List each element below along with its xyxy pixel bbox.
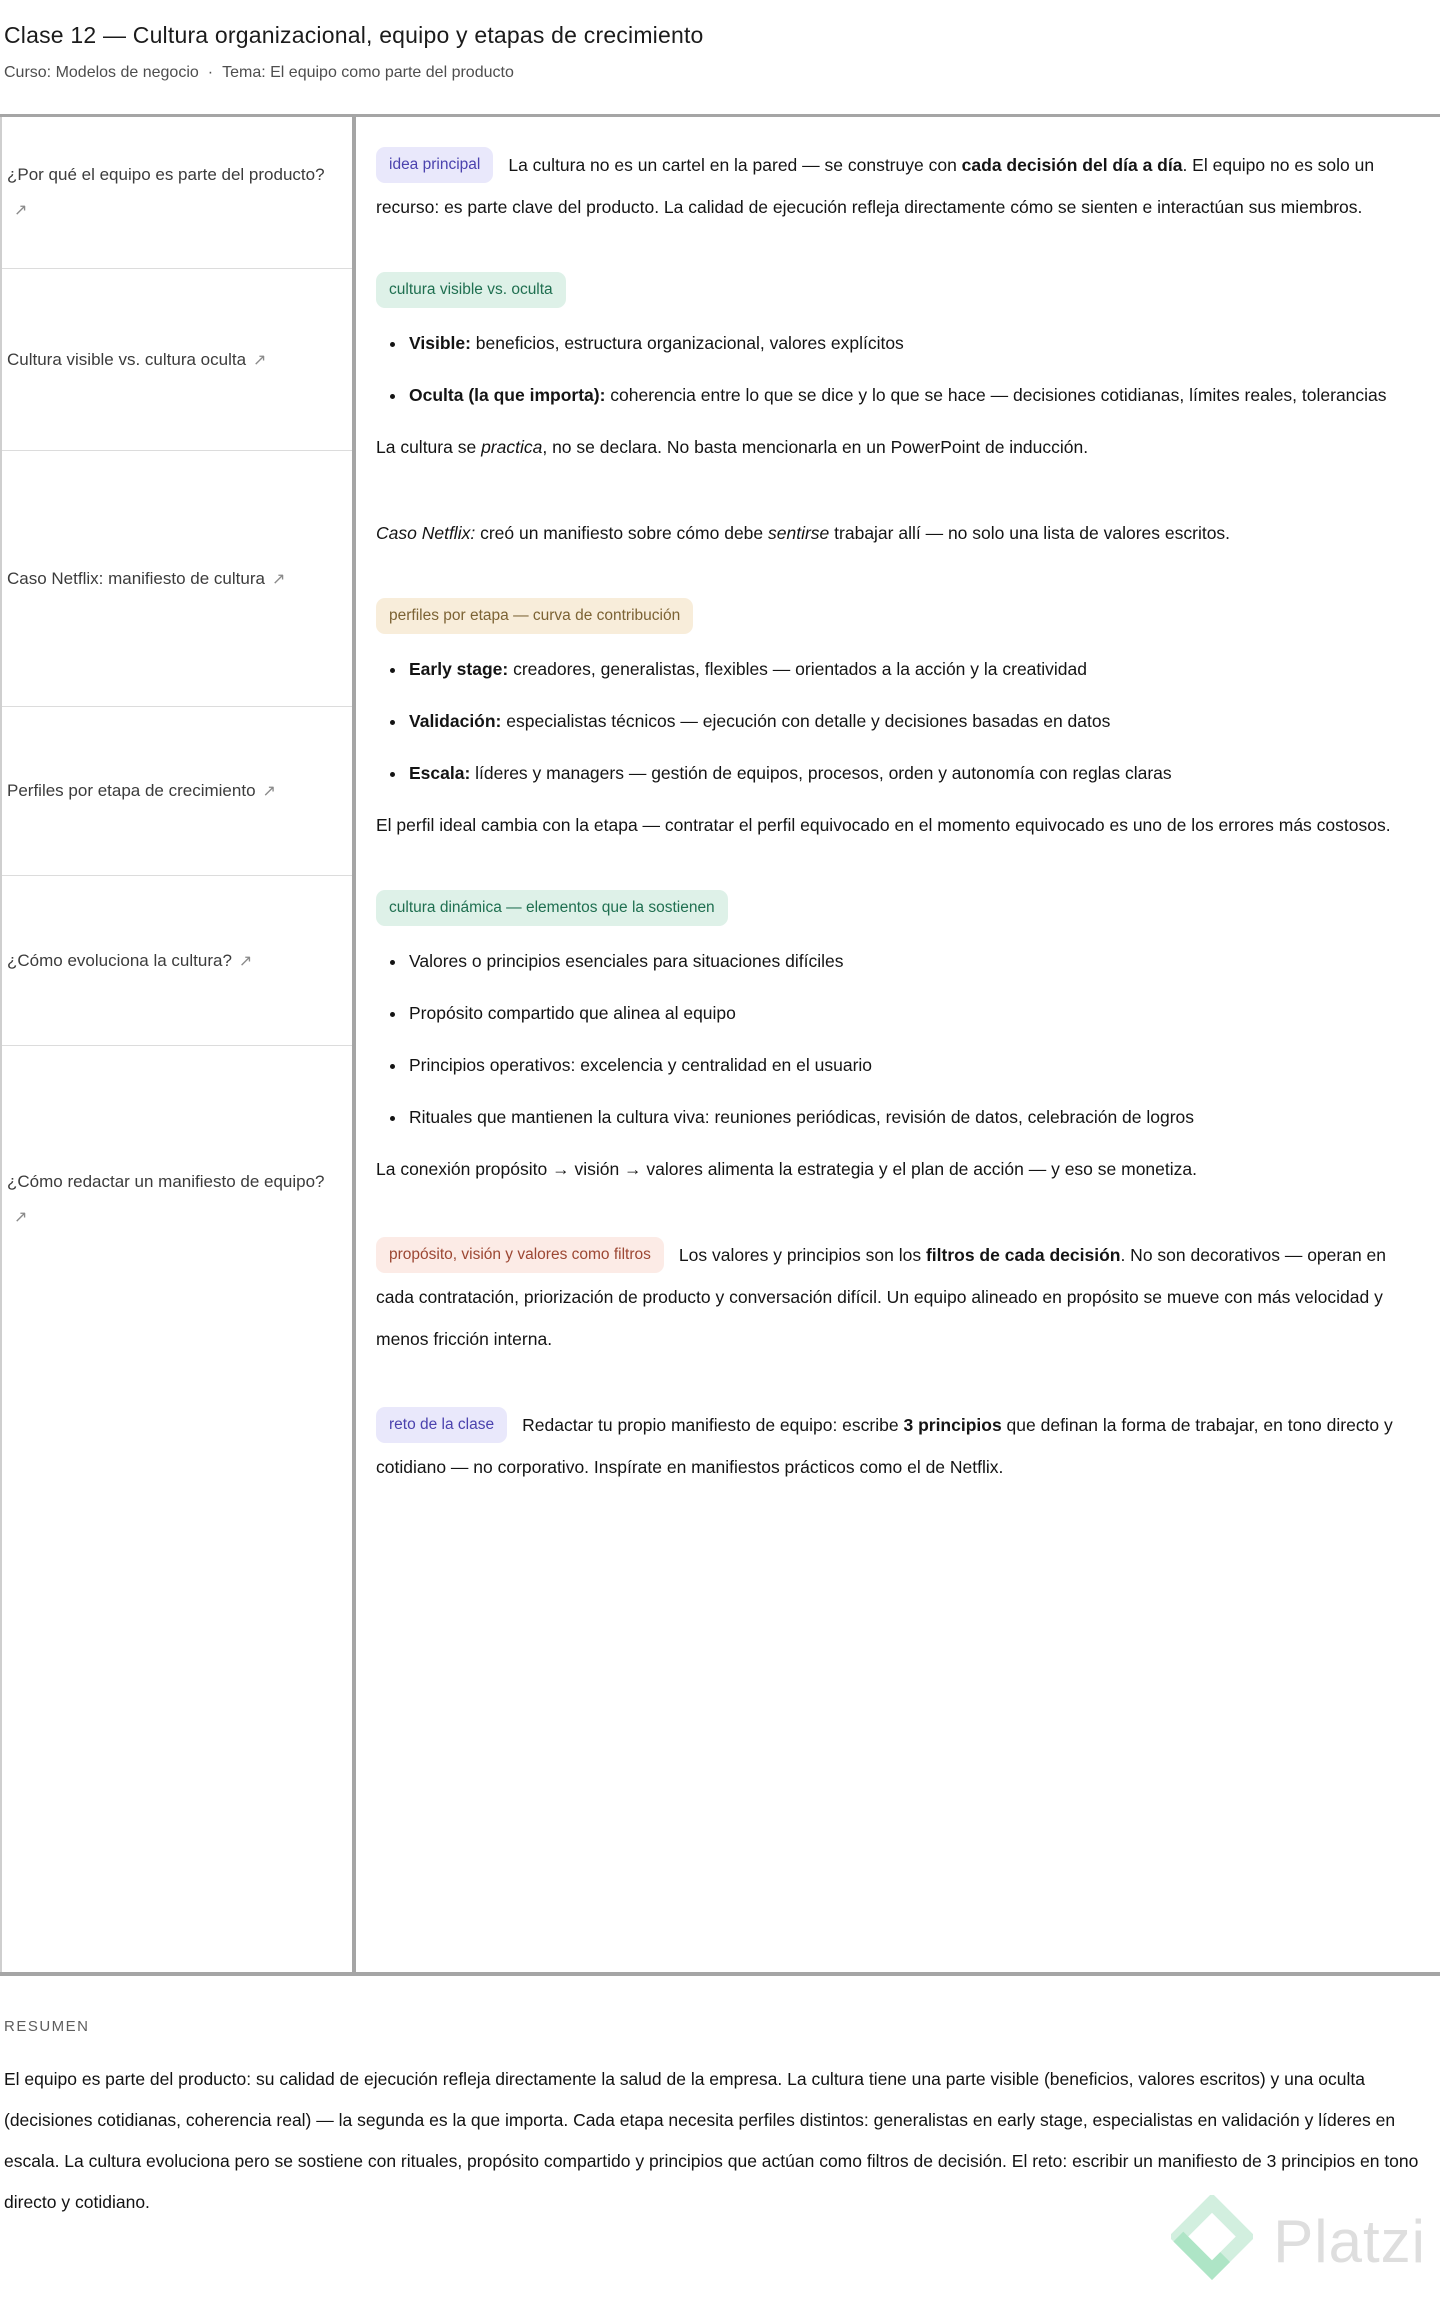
italic-text: sentirse	[768, 523, 830, 543]
text: Principios operativos: excelencia y centralidad en el usuario	[409, 1055, 873, 1075]
bullet-item	[407, 374, 1412, 416]
section-note	[376, 426, 1412, 468]
platzi-wordmark: Platzi	[1273, 2208, 1426, 2275]
section-note	[376, 804, 1412, 846]
text: Valores o principios esenciales para situaciones difíciles	[409, 951, 844, 971]
text: beneficios, estructura organizacional, valores explícitos	[470, 333, 904, 353]
sidebar-item[interactable]	[2, 876, 352, 1046]
content-section	[376, 272, 1412, 468]
logo-fold	[1179, 2237, 1226, 2271]
content-section	[376, 890, 1412, 1190]
italic-text: Caso Netflix:	[376, 523, 476, 543]
text: líderes y managers — gestión de equipos, procesos, orden y autonomía con reglas claras	[470, 763, 1172, 783]
bullet-list	[376, 648, 1412, 794]
external-link-arrow-icon: ↗	[238, 952, 253, 970]
sidebar	[0, 117, 352, 1972]
text: Redactar tu propio manifiesto de equipo: escribe	[522, 1415, 904, 1435]
tag-badge: propósito, visión y valores como filtros	[376, 1237, 664, 1273]
tag-badge: cultura dinámica — elementos que la sostienen	[376, 890, 728, 926]
sidebar-item[interactable]	[2, 1046, 352, 1972]
external-link-arrow-icon: ↗	[253, 351, 267, 369]
main-content	[356, 117, 1440, 1972]
external-link-arrow-icon: ↗	[14, 1209, 28, 1226]
bullet-item	[407, 322, 1412, 364]
paragraph	[376, 144, 1412, 228]
tag-badge: perfiles por etapa — curva de contribución	[376, 598, 693, 634]
text: coherencia entre lo que se dice y lo que se hace — decisiones cotidianas, límites reales, tolerancias	[605, 385, 1387, 405]
bullet-item	[407, 992, 1412, 1034]
bullet-item	[407, 700, 1412, 742]
text: que definan la forma de trabajar, en tono directo y cotidiano — no corporativo. Inspírate en manifiestos prácticos como el de Netflix.	[376, 1415, 1393, 1477]
sidebar-item-label: ¿Cómo evoluciona la cultura? ↗	[7, 950, 253, 970]
tag-badge: idea principal	[376, 147, 493, 183]
sidebar-item-label: Cultura visible vs. cultura oculta ↗	[7, 349, 267, 369]
text: especialistas técnicos — ejecución con detalle y decisiones basadas en datos	[501, 711, 1111, 731]
text: creó un manifiesto sobre cómo debe	[475, 523, 769, 543]
italic-text: practica	[481, 437, 543, 457]
text: La cultura se	[376, 437, 482, 457]
text: La conexión propósito → visión → valores alimenta la estrategia y el plan de acción — y eso se monetiza.	[376, 1159, 1197, 1179]
bullet-item	[407, 648, 1412, 690]
text: , no se declara. No basta mencionarla en un PowerPoint de inducción.	[542, 437, 1089, 457]
bold-text: Visible:	[409, 333, 471, 353]
text: Propósito compartido que alinea al equipo	[409, 1003, 736, 1023]
text: El perfil ideal cambia con la etapa — contratar el perfil equivocado en el momento equivocado es uno de los errores más costosos.	[376, 815, 1391, 835]
breadcrumb	[4, 64, 1420, 82]
page-header	[0, 0, 1440, 114]
sidebar-item[interactable]	[2, 269, 352, 451]
summary-text: El equipo es parte del producto: su calidad de ejecución refleja directamente la salud de la empresa. La cultura tiene una parte visible (beneficios, valores escritos) y una oculta (decisiones cotidianas, coherencia real) — la segunda es la que importa. Cada etapa necesita perfiles distintos: generalistas en early stage, especialistas en validación y líderes en escala. La cultura evoluciona pero se sostiene con rituales, propósito compartido y principios que actúan como filtros de decisión. El reto: escribir un manifiesto de 3 principios en tono directo y cotidiano.	[4, 2069, 1419, 2212]
paragraph	[376, 1234, 1412, 1360]
sidebar-item[interactable]	[2, 707, 352, 876]
bold-text: Oculta (la que importa):	[409, 385, 606, 405]
text: Rituales que mantienen la cultura viva: reuniones periódicas, revisión de datos, celebración de logros	[409, 1107, 1195, 1127]
text: . No son decorativos — operan en cada contratación, priorización de producto y conversación difícil. Un equipo alineado en propósito se mueve con más velocidad y menos fricción interna.	[376, 1245, 1387, 1349]
paragraph	[376, 1404, 1412, 1488]
sidebar-item-label: ¿Por qué el equipo es parte del producto?↗	[7, 165, 325, 219]
content-layout	[0, 117, 1440, 1976]
tag-badge: cultura visible vs. oculta	[376, 272, 566, 308]
bold-text: filtros de cada decisión	[925, 1245, 1121, 1265]
bold-text: Escala:	[409, 763, 471, 783]
tag-badge: reto de la clase	[376, 1407, 507, 1443]
section-note	[376, 1148, 1412, 1190]
bold-text: 3 principios	[903, 1415, 1002, 1435]
sidebar-item[interactable]	[2, 117, 352, 269]
bullet-item	[407, 940, 1412, 982]
text: creadores, generalistas, flexibles — orientados a la acción y la creatividad	[508, 659, 1087, 679]
text: trabajar allí — no solo una lista de valores escritos.	[829, 523, 1231, 543]
external-link-arrow-icon: ↗	[262, 783, 276, 800]
bullet-list	[376, 940, 1412, 1138]
content-section	[376, 598, 1412, 846]
summary-heading: RESUMEN	[4, 2018, 90, 2035]
text: . El equipo no es solo un recurso: es parte clave del producto. La calidad de ejecución refleja directamente cómo se sienten e interactúan sus miembros.	[376, 155, 1375, 217]
bullet-item	[407, 752, 1412, 794]
paragraph	[376, 512, 1412, 554]
topic-label: Tema: El equipo como parte del producto	[222, 64, 514, 81]
bold-text: Early stage:	[409, 659, 509, 679]
bold-text: Validación:	[409, 711, 502, 731]
sidebar-item[interactable]	[2, 451, 352, 707]
sidebar-item-label: Caso Netflix: manifiesto de cultura ↗	[7, 568, 286, 588]
bold-text: cada decisión del día a día	[961, 155, 1183, 175]
bullet-item	[407, 1096, 1412, 1138]
external-link-arrow-icon: ↗	[271, 570, 286, 588]
bullet-list	[376, 322, 1412, 416]
page-title: Clase 12 — Cultura organizacional, equipo y etapas de crecimiento	[4, 22, 704, 48]
text: La cultura no es un cartel en la pared — se construye con	[508, 155, 962, 175]
sidebar-item-label: ¿Cómo redactar un manifiesto de equipo?↗	[7, 1172, 325, 1226]
course-label: Curso: Modelos de negocio	[4, 64, 199, 81]
sidebar-item-label: Perfiles por etapa de crecimiento ↗	[7, 781, 276, 800]
bullet-item	[407, 1044, 1412, 1086]
summary-section	[0, 1976, 1440, 2223]
separator-dot: ·	[207, 64, 214, 81]
external-link-arrow-icon: ↗	[14, 202, 28, 219]
text: Los valores y principios son los	[678, 1245, 926, 1265]
